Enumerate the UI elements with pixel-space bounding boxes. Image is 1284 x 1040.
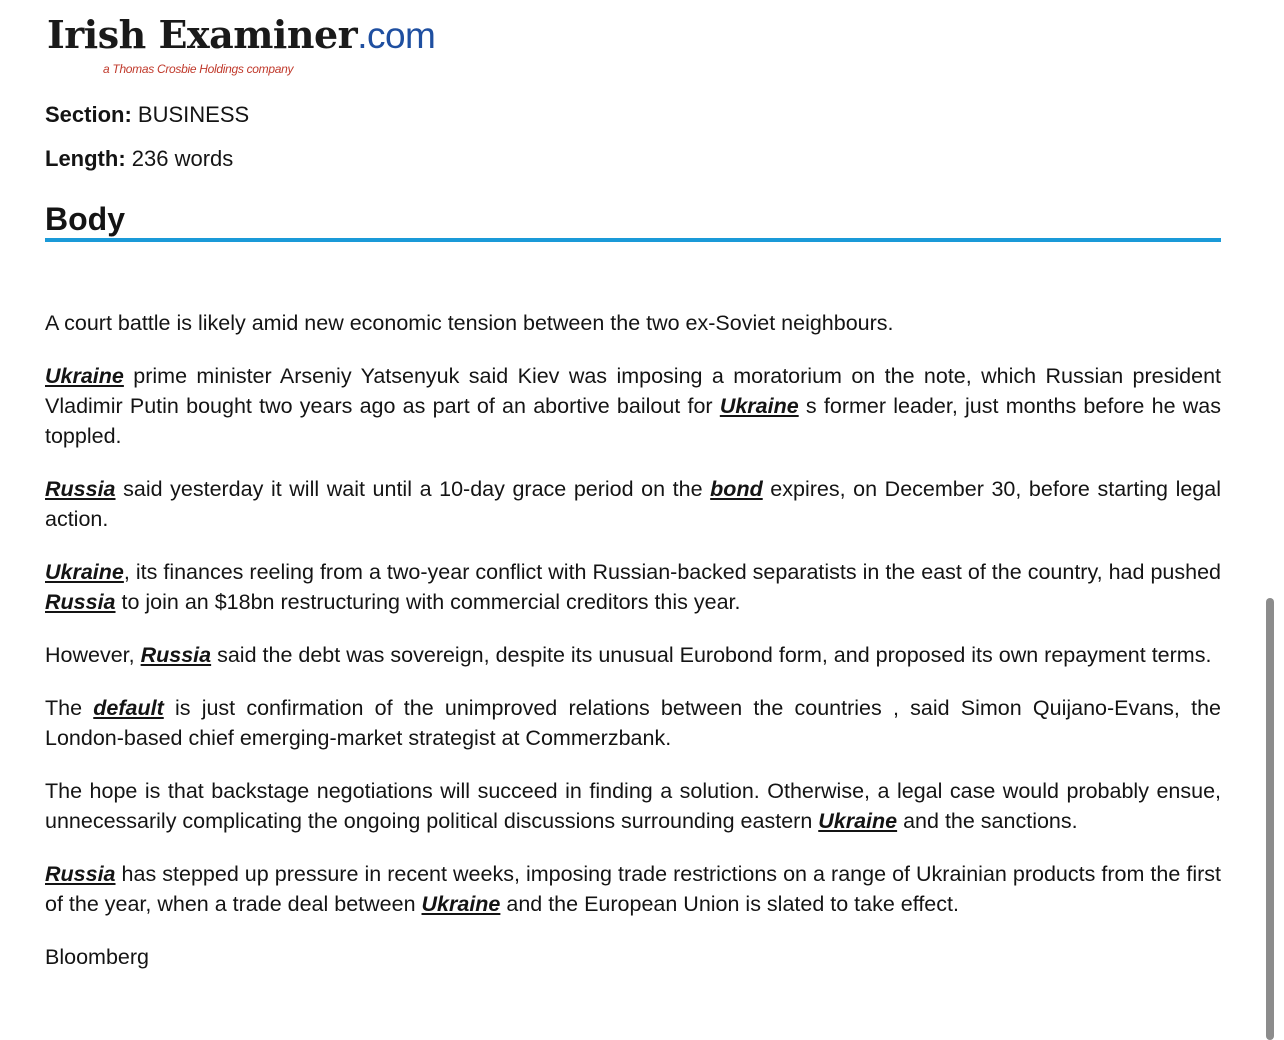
paragraph-6 — [45, 693, 1221, 753]
keyword-link[interactable]: Russia — [45, 477, 116, 501]
article-body — [45, 308, 1221, 995]
keyword-link[interactable]: Ukraine — [45, 364, 124, 388]
paragraph-text: is just confirmation of the unimproved relations between the countries , said Simon Quijano-Evans, the London-based chief emerging-market strategist at Commerzbank. — [45, 696, 1222, 750]
paragraph-text: s former leader, just months before he was toppled. — [45, 394, 1221, 448]
logo-name: Irish Examiner — [47, 12, 358, 57]
keyword-link[interactable]: bond — [710, 477, 763, 501]
keyword-link[interactable]: Ukraine — [421, 892, 501, 916]
paragraph-9-source — [45, 942, 1221, 972]
paragraph-text: expires, on December 30, before starting legal action. — [45, 477, 1221, 531]
keyword-link[interactable]: Ukraine — [45, 560, 124, 584]
paragraph-text: However, — [45, 643, 141, 667]
vertical-scrollbar[interactable] — [1266, 598, 1274, 1040]
paragraph-1 — [45, 308, 1221, 338]
logo-wordmark — [47, 12, 436, 57]
body-heading: Body — [45, 201, 125, 237]
paragraph-4 — [45, 557, 1221, 617]
paragraph-text: The — [45, 696, 94, 720]
publisher-logo — [45, 10, 436, 80]
heading-rule — [45, 238, 1221, 242]
keyword-link[interactable]: Ukraine — [818, 809, 898, 833]
paragraph-text: prime minister Arseniy Yatsenyuk said Kiev was imposing a moratorium on the note, which Russian president Vladimir Putin bought two years ago as part of an abortive bailout for — [45, 364, 1221, 418]
paragraph-3 — [45, 474, 1221, 534]
section-label: Section: — [45, 102, 132, 127]
paragraph-text: said yesterday it will wait until a 10-day grace period on the — [115, 477, 711, 501]
paragraph-7 — [45, 776, 1221, 836]
logo-tagline: a Thomas Crosbie Holdings company — [103, 62, 294, 76]
keyword-link[interactable]: Ukraine — [719, 394, 799, 418]
paragraph-text: to join an $18bn restructuring with commercial creditors this year. — [115, 590, 741, 614]
paragraph-8 — [45, 859, 1221, 919]
logo-tld: .com — [357, 15, 436, 56]
paragraph-text: and the European Union is slated to take effect. — [500, 892, 959, 916]
paragraph-5 — [45, 640, 1221, 670]
keyword-link[interactable]: Russia — [45, 862, 116, 886]
keyword-link[interactable]: Russia — [45, 590, 116, 614]
paragraph-text: said the debt was sovereign, despite its unusual Eurobond form, and proposed its own repayment terms. — [211, 643, 1212, 667]
length-meta — [45, 146, 233, 172]
keyword-link[interactable]: default — [93, 696, 164, 720]
paragraph-text: and the sanctions. — [897, 809, 1078, 833]
paragraph-text: The hope is that backstage negotiations will succeed in finding a solution. Otherwise, a legal case would probably ensue, unnecessarily complicating the ongoing political discussions surrounding eastern — [45, 779, 1221, 833]
source-credit: Bloomberg — [45, 945, 149, 969]
section-value: BUSINESS — [137, 102, 250, 127]
paragraph-2 — [45, 361, 1221, 451]
paragraph-text: has stepped up pressure in recent weeks, imposing trade restrictions on a range of Ukrainian products from the first of the year, when a trade deal between — [45, 862, 1221, 916]
paragraph-text: , its finances reeling from a two-year conflict with Russian-backed separatists in the east of the country, had pushed — [123, 560, 1221, 584]
section-meta — [45, 102, 249, 128]
keyword-link[interactable]: Russia — [140, 643, 212, 667]
length-label: Length: — [45, 146, 126, 171]
length-value: 236 words — [131, 146, 234, 171]
paragraph-text: A court battle is likely amid new economic tension between the two ex-Soviet neighbours. — [45, 311, 894, 335]
